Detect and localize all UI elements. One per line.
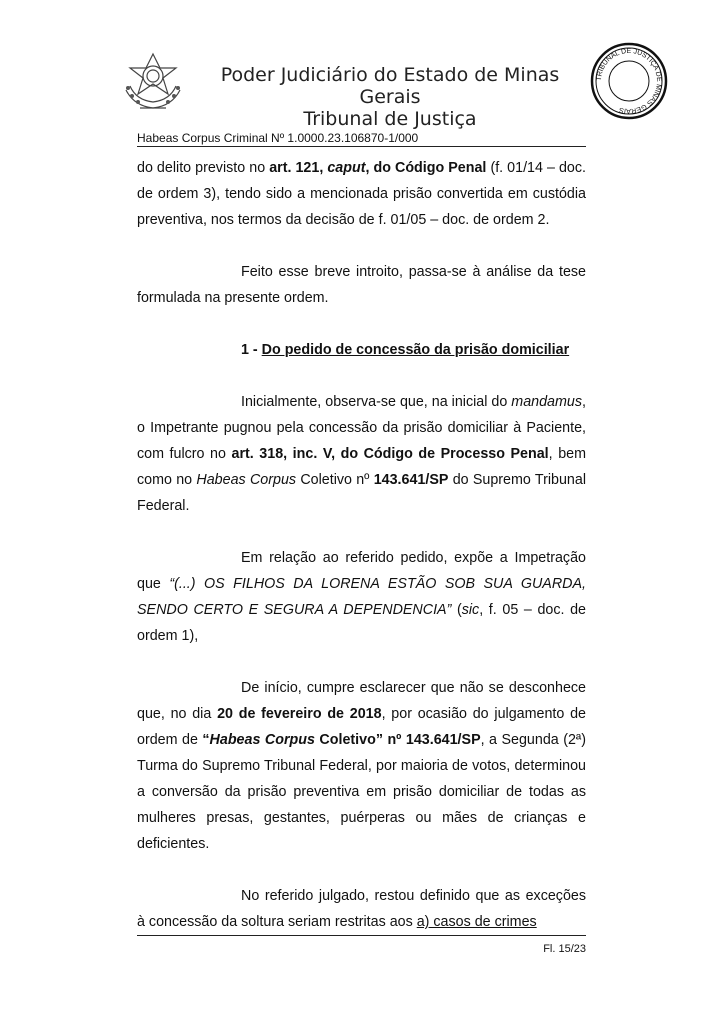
header-divider bbox=[137, 146, 586, 147]
letterhead bbox=[120, 50, 600, 130]
paragraph-1: do delito previsto no art. 121, caput, do Código Penal (f. 01/14 – doc. de ordem 3), tendo sido a mencionada prisão convertida em custódia preventiva, nos termos da decisão de f. 01/05 – doc. de ordem 2. bbox=[137, 160, 586, 228]
page-number: Fl. 15/23 bbox=[543, 943, 586, 955]
paragraph-3: Inicialmente, observa-se que, na inicial do mandamus, o Impetrante pugnou pela concessão da prisão domiciliar à Paciente, com fulcro no art. 318, inc. V, do Código de Processo Penal, bem como no Habeas Corpus Coletivo nº 143.641/SP do Supremo Tribunal Federal. bbox=[137, 394, 587, 514]
court-name bbox=[200, 64, 580, 130]
footer-divider bbox=[137, 935, 586, 936]
paragraph-2: Feito esse breve introito, passa-se à análise da tese formulada na presente ordem. bbox=[137, 264, 586, 306]
section-heading: 1 - Do pedido de concessão da prisão domiciliar bbox=[241, 342, 570, 358]
paragraph-6: No referido julgado, restou definido que as exceções à concessão da soltura seriam restritas aos a) casos de crimes bbox=[137, 888, 586, 930]
court-line-1: Poder Judiciário do Estado de Minas Gerais bbox=[220, 64, 560, 108]
coat-of-arms-icon bbox=[120, 50, 186, 112]
paragraph-4: Em relação ao referido pedido, expõe a Impetração que “(...) OS FILHOS DA LORENA ESTÃO SOB SUA GUARDA, SENDO CERTO E SEGURA A DEPENDENCIA” (sic, f. 05 – doc. de ordem 1), bbox=[137, 550, 586, 644]
paragraph-5: De início, cumpre esclarecer que não se desconhece que, no dia 20 de fevereiro de 2018, por ocasião do julgamento de ordem de “Habeas Corpus Coletivo” nº 143.641/SP, a Segunda (2ª) Turma do Supremo Tribunal Federal, por maioria de votos, determinou a conversão da prisão preventiva em prisão domiciliar de todas as mulheres presas, gestantes, puérperas ou mães de crianças e deficientes. bbox=[137, 680, 586, 852]
process-number: Habeas Corpus Criminal Nº 1.0000.23.106870-1/000 bbox=[137, 131, 419, 145]
seal-ring-text: TRIBUNAL DE JUSTIÇA DE MINAS GERAIS bbox=[595, 47, 663, 115]
document-body bbox=[137, 155, 586, 935]
court-seal-icon bbox=[590, 42, 668, 120]
court-line-2: Tribunal de Justiça bbox=[303, 108, 477, 130]
